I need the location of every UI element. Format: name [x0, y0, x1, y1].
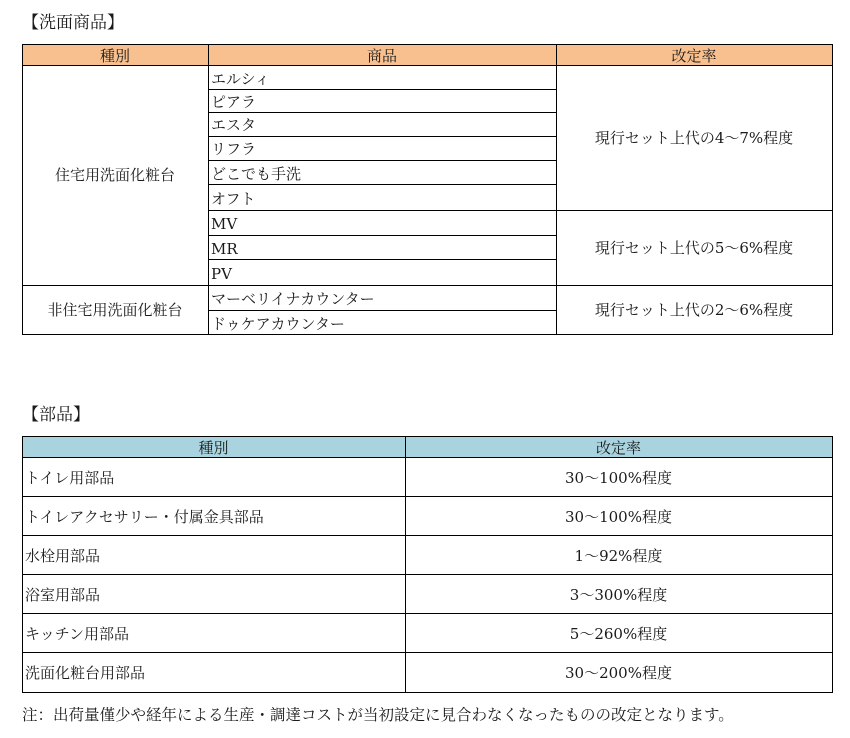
parts-type-cell: 洗面化粧台用部品: [25, 664, 146, 682]
parts-rate-cell: 30～200%程度: [565, 664, 672, 682]
parts-type-cell: キッチン用部品: [25, 625, 129, 643]
product-cell: マーベリイナカウンター: [211, 290, 375, 308]
rate-cell: 現行セット上代の2～6%程度: [594, 301, 794, 319]
product-cell: PV: [211, 265, 232, 283]
parts-type-cell: 水栓用部品: [25, 547, 101, 565]
rate-cell: 現行セット上代の4～7%程度: [594, 129, 794, 147]
product-cell: エスタ: [211, 116, 257, 134]
footnote: 注：出荷量僅少や経年による生産・調達コストが当初設定に見合わなくなったものの改定となります。: [22, 706, 734, 724]
group-type-residential: 住宅用洗面化粧台: [54, 166, 175, 184]
parts-type-cell: トイレアクセサリー・付属金具部品: [25, 508, 264, 526]
product-cell: ピアラ: [211, 93, 257, 111]
product-cell: MV: [211, 215, 238, 233]
product-cell: リフラ: [211, 140, 257, 158]
parts-type-cell: 浴室用部品: [25, 586, 101, 604]
header-rate: 改定率: [595, 439, 641, 457]
parts-rate-cell: 1～92%程度: [574, 547, 663, 565]
product-cell: エルシィ: [211, 70, 270, 88]
parts-rate-cell: 30～100%程度: [565, 469, 672, 487]
product-cell: オフト: [211, 190, 256, 208]
parts-type-cell: トイレ用部品: [25, 469, 115, 487]
header-type: 種別: [198, 439, 229, 457]
section-heading-parts: 【部品】: [22, 405, 90, 425]
header-product: 商品: [366, 47, 397, 65]
parts-rate-cell: 30～100%程度: [565, 508, 672, 526]
product-cell: ドゥケアカウンター: [211, 315, 345, 333]
header-rate: 改定率: [671, 47, 717, 65]
parts-rate-cell: 5～260%程度: [569, 625, 668, 643]
header-type: 種別: [99, 47, 130, 65]
product-cell: MR: [211, 240, 238, 258]
rate-cell: 現行セット上代の5～6%程度: [594, 239, 794, 257]
parts-rate-cell: 3～300%程度: [569, 586, 668, 604]
group-type-nonresidential: 非住宅用洗面化粧台: [47, 301, 183, 319]
product-cell: どこでも手洗: [211, 165, 302, 183]
section-heading-washroom: 【洗面商品】: [22, 13, 124, 33]
